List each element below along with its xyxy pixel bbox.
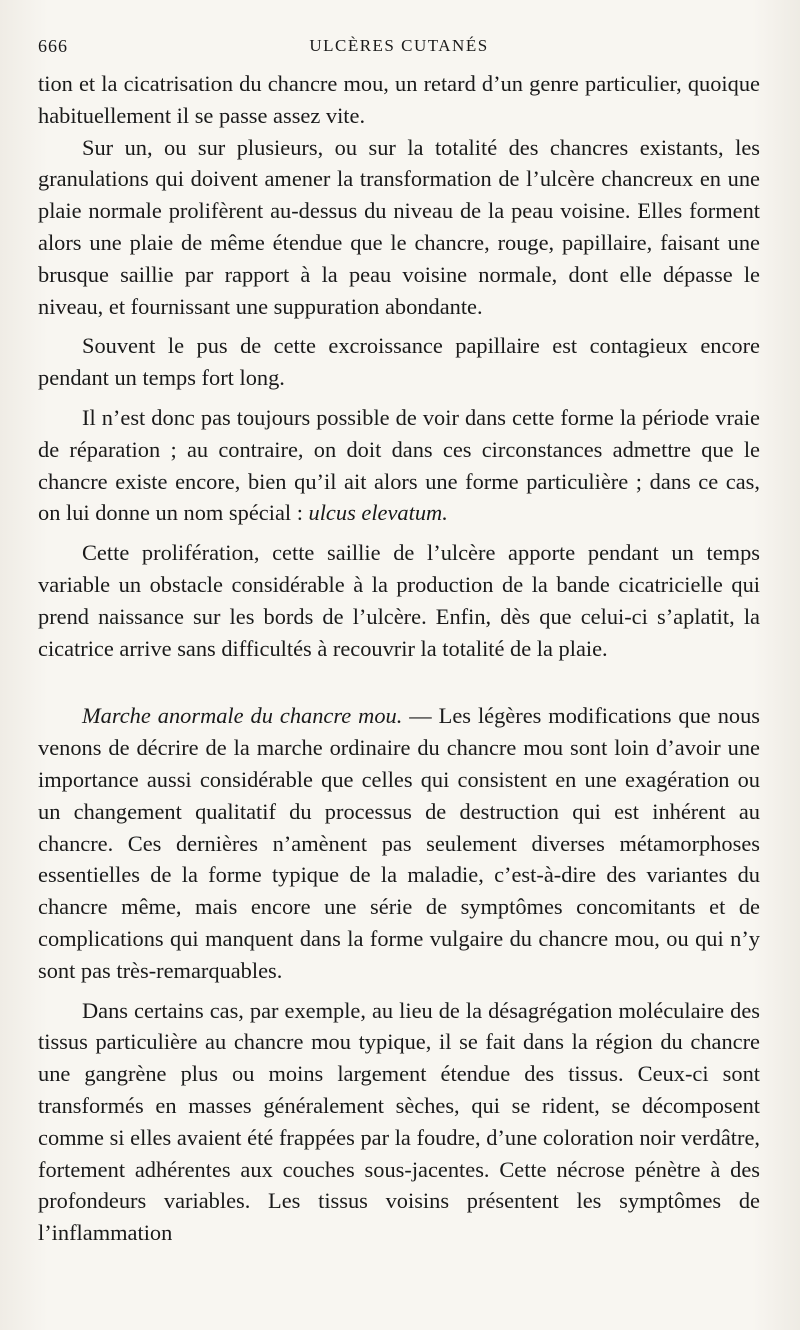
paragraph-text: tion et la cicatrisation du chancre mou, un retard d’un genre particulier, quoique habituellement il se passe assez vite.	[38, 71, 760, 128]
paragraph-continuation	[38, 68, 760, 132]
paragraph-text: Cette prolifération, cette saillie de l’ulcère apporte pendant un temps variable un obstacle considérable à la production de la bande cicatricielle qui prend naissance sur les bords de l’ulcère. Enfin, dès que celui-ci s’aplatit, la cicatrice arrive sans difficultés à recouvrir la totalité de la plaie.	[38, 540, 760, 661]
paragraph-gangrene	[38, 995, 760, 1249]
paragraph-granulations	[38, 132, 760, 323]
paragraph-ulcus-elevatum	[38, 402, 760, 529]
page-number: 666	[38, 36, 68, 56]
section-heading: Marche anormale du chancre mou.	[82, 703, 403, 729]
paragraph-text: — Les légères modifications que nous venons de décrire de la marche ordinaire du chancre mou sont loin d’avoir une importance aussi considérable que celles qui consistent en une exagération ou un changement qualitatif du processus de destruction qui est inhérent au chancre. Ces dernières n’amènent pas seulement diverses métamorphoses essentielles de la forme typique de la maladie, c’est-à-dire des variantes du chancre même, mais encore une série de symptômes concomitants et de complications qui manquent dans la forme vulgaire du chancre mou, ou qui n’y sont pas très-remarquables.	[38, 703, 760, 983]
paragraph-text: Sur un, ou sur plusieurs, ou sur la totalité des chancres existants, les granulations qui doivent amener la transformation de l’ulcère chancreux en une plaie normale prolifèrent au-dessus du niveau de la peau voisine. Elles forment alors une plaie de même étendue que le chancre, rouge, papillaire, faisant une brusque saillie par rapport à la peau voisine normale, dont elle dépasse le niveau, et fournissant une suppuration abondante.	[38, 134, 760, 319]
paragraph-text: Souvent le pus de cette excroissance papillaire est contagieux encore pendant un temps fort long.	[38, 333, 760, 391]
body-text	[38, 68, 760, 1249]
paragraph-proliferation	[38, 537, 760, 664]
paragraph-text: Dans certains cas, par exemple, au lieu de la désagrégation moléculaire des tissus particulière au chancre mou typique, il se fait dans la région du chancre une gangrène plus ou moins largement étendue des tissus. Ceux-ci sont transformés en masses généralement sèches, qui se rident, se décomposent comme si elles avaient été frappées par la foudre, d’une coloration noir verdâtre, fortement adhérentes aux couches sous-jacentes. Cette nécrose pénètre à des profondeurs variables. Les tissus voisins présentent les symptômes de l’inflammation	[38, 997, 760, 1246]
running-head	[38, 30, 760, 62]
paragraph-text: Il n’est donc pas toujours possible de voir dans cette forme la période vraie de réparation ; au contraire, on doit dans ces circonstances admettre que le chancre existe encore, bien qu’il ait alors une forme particulière ; dans ce cas, on lui donne un nom spécial :	[38, 404, 760, 526]
paragraph-abnormal-course	[38, 700, 760, 986]
latin-term-ulcus-elevatum: ulcus elevatum.	[308, 500, 448, 526]
paragraph-contagious-pus	[38, 330, 760, 394]
running-title: ULCÈRES CUTANÉS	[309, 36, 489, 55]
